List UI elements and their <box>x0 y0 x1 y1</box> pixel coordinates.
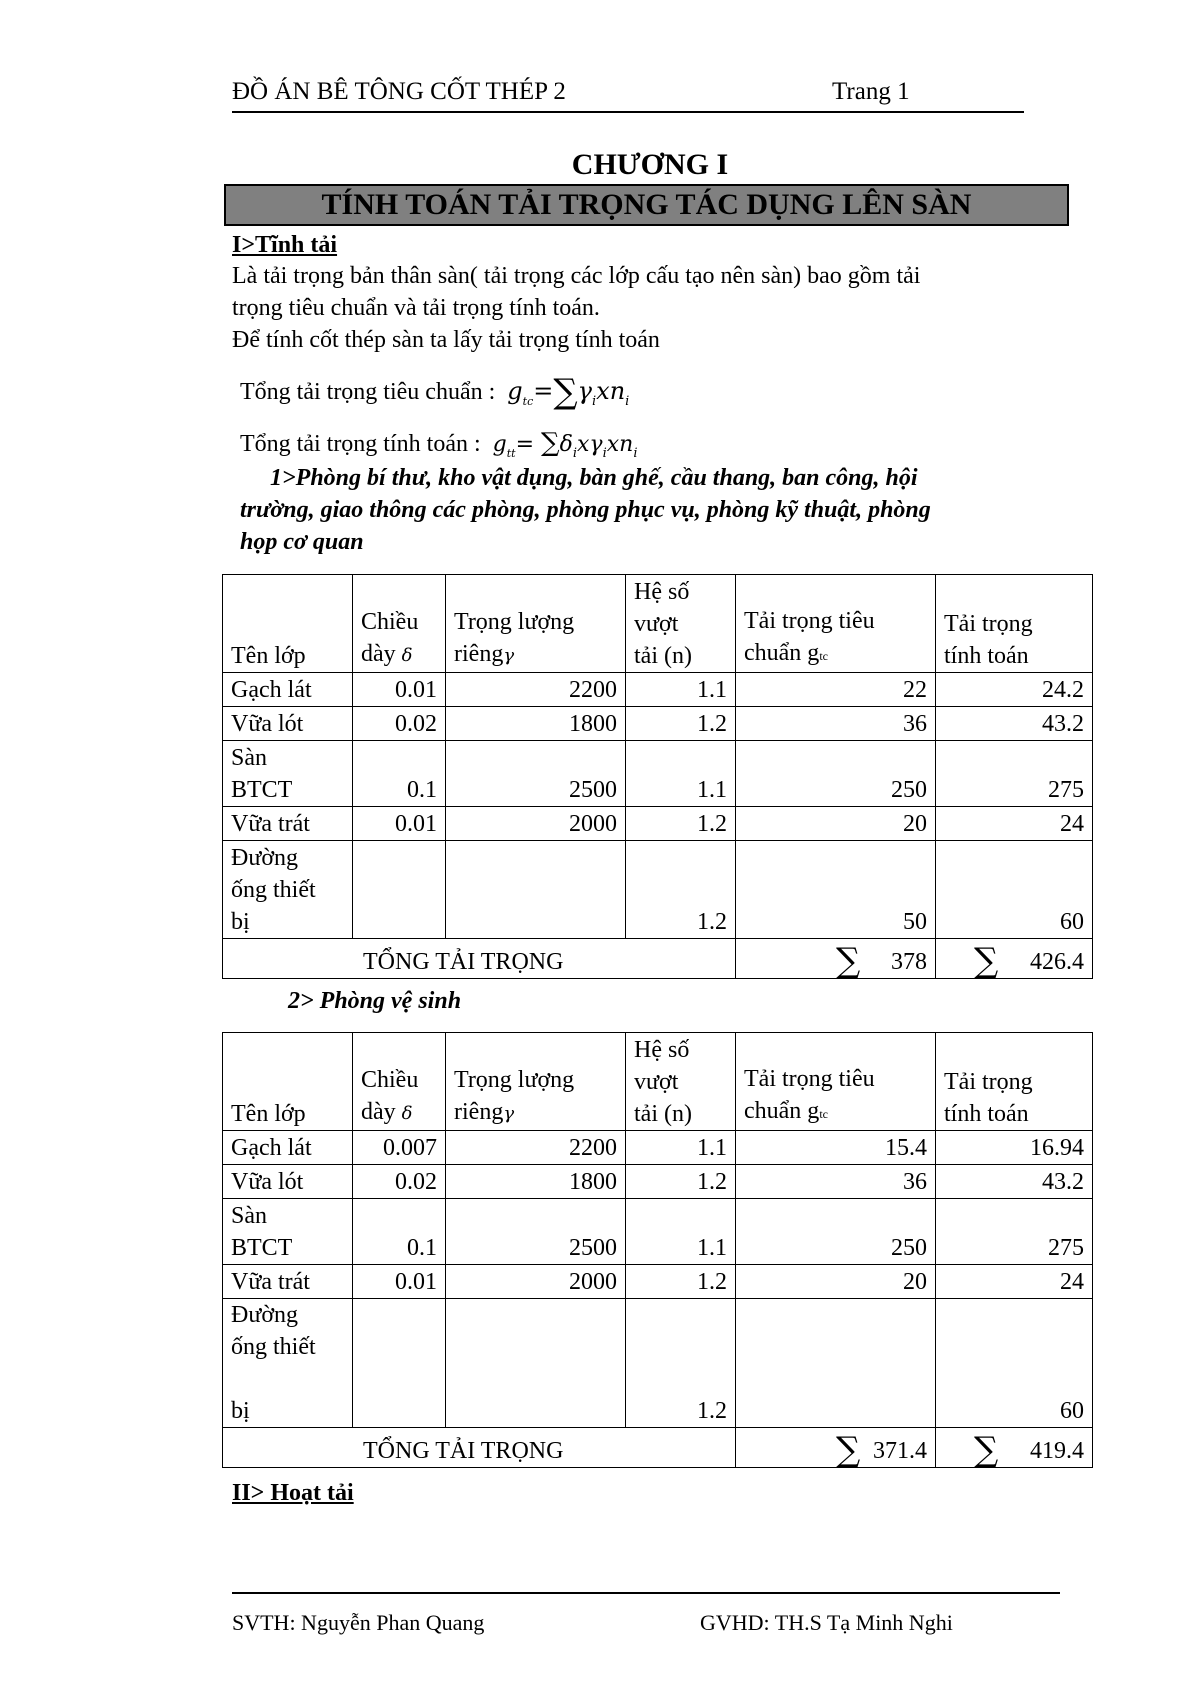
thickness-cell: 0.01 <box>353 807 446 841</box>
section-heading-live-load: II> Hoạt tải <box>232 1480 354 1506</box>
header-cell: Trọng lượng riêngγ <box>446 1033 626 1131</box>
total-design-load: ∑ 426.4 <box>936 939 1093 979</box>
design-load-cell: 24.2 <box>936 673 1093 707</box>
header-rule <box>232 111 1024 113</box>
design-load-cell: 60 <box>936 841 1093 939</box>
layer-name: Đường ống thiết bị <box>223 841 353 939</box>
unit-weight-cell: 2500 <box>446 1199 626 1265</box>
thickness-cell: 0.01 <box>353 1265 446 1299</box>
table-row <box>223 841 1093 939</box>
unit-weight-cell: 2200 <box>446 673 626 707</box>
sigma-icon: ∑ <box>836 941 861 981</box>
standard-load-cell: 36 <box>736 1165 936 1199</box>
design-load-cell: 24 <box>936 807 1093 841</box>
header-cell: Hệ số vượt tải (n) <box>626 1033 736 1131</box>
subheading-room-group-1 <box>240 462 931 558</box>
design-load-cell: 43.2 <box>936 707 1093 741</box>
formula-label: Tổng tải trọng tính toán : <box>240 431 481 457</box>
total-standard-load: ∑ 378 <box>736 939 936 979</box>
paragraph-definition <box>232 260 920 356</box>
header-cell: Tải trọng tính toán <box>936 575 1093 673</box>
table-header-row <box>223 1033 1093 1131</box>
thickness-cell: 0.1 <box>353 741 446 807</box>
design-load-cell: 275 <box>936 1199 1093 1265</box>
standard-load-cell <box>736 1299 936 1428</box>
design-load-cell: 275 <box>936 741 1093 807</box>
total-label: TỔNG TẢI TRỌNG <box>223 1428 736 1468</box>
sigma-icon: ∑ <box>974 1430 999 1470</box>
factor-cell: 1.2 <box>626 841 736 939</box>
chapter-title: CHƯƠNG I <box>571 148 729 181</box>
formula-expression: $g_{tt}= \sum\delta_ix\gamma_ixn_i$ <box>492 428 638 461</box>
paragraph-line: trọng tiêu chuẩn và tải trọng tính toán. <box>232 295 600 321</box>
header-cell: Tải trọng tính toán <box>936 1033 1093 1131</box>
factor-cell: 1.2 <box>626 707 736 741</box>
footer-advisor: GVHD: TH.S Tạ Minh Nghi <box>700 1610 953 1635</box>
design-load-cell: 16.94 <box>936 1131 1093 1165</box>
load-table-2 <box>222 1032 1093 1468</box>
table-row <box>223 1131 1093 1165</box>
delta-symbol: δ <box>401 1103 413 1124</box>
header-cell: Tên lớp <box>223 575 353 673</box>
layer-name: Sàn BTCT <box>223 741 353 807</box>
factor-cell: 1.2 <box>626 1299 736 1428</box>
standard-load-cell: 36 <box>736 707 936 741</box>
unit-weight-cell: 1800 <box>446 1165 626 1199</box>
table-row <box>223 1265 1093 1299</box>
unit-weight-cell: 2500 <box>446 741 626 807</box>
layer-name: Gạch lát <box>223 1131 353 1165</box>
paragraph-line: Là tải trọng bản thân sàn( tải trọng các lớp cấu tạo nên sàn) bao gồm tải <box>232 263 921 289</box>
thickness-cell: 0.1 <box>353 1199 446 1265</box>
layer-name: Gạch lát <box>223 673 353 707</box>
unit-weight-cell: 2000 <box>446 1265 626 1299</box>
layer-name: Vữa trát <box>223 807 353 841</box>
layer-name: Vữa trát <box>223 1265 353 1299</box>
factor-cell: 1.2 <box>626 807 736 841</box>
design-load-cell: 43.2 <box>936 1165 1093 1199</box>
subheading-toilet: 2> Phòng vệ sinh <box>288 988 462 1014</box>
thickness-cell: 0.02 <box>353 707 446 741</box>
table-row <box>223 1299 1093 1428</box>
standard-load-cell: 50 <box>736 841 936 939</box>
standard-load-cell: 20 <box>736 807 936 841</box>
header-cell: Chiều dày δ <box>353 575 446 673</box>
unit-weight-cell <box>446 1299 626 1428</box>
section-heading-static-load: I>Tĩnh tải <box>232 232 338 258</box>
subheading-line: 1>Phòng bí thư, kho vật dụng, bàn ghế, cầu thang, ban công, hội <box>270 465 918 491</box>
factor-cell: 1.2 <box>626 1165 736 1199</box>
unit-weight-cell <box>446 841 626 939</box>
layer-name: Sàn BTCT <box>223 1199 353 1265</box>
thickness-cell: 0.01 <box>353 673 446 707</box>
table-row <box>223 741 1093 807</box>
standard-load-cell: 15.4 <box>736 1131 936 1165</box>
design-load-cell: 60 <box>936 1299 1093 1428</box>
factor-cell: 1.2 <box>626 1265 736 1299</box>
total-standard-load: ∑ 371.4 <box>736 1428 936 1468</box>
header-cell: Tên lớp <box>223 1033 353 1131</box>
layer-name: Vữa lót <box>223 707 353 741</box>
paragraph-line: Để tính cốt thép sàn ta lấy tải trọng tính toán <box>232 327 660 353</box>
total-design-load: ∑ 419.4 <box>936 1428 1093 1468</box>
unit-weight-cell: 2000 <box>446 807 626 841</box>
factor-cell: 1.1 <box>626 673 736 707</box>
table-row <box>223 1199 1093 1265</box>
formula-label: Tổng tải trọng tiêu chuẩn : <box>240 379 496 405</box>
table-row <box>223 673 1093 707</box>
standard-load-cell: 20 <box>736 1265 936 1299</box>
thickness-cell <box>353 1299 446 1428</box>
table-header-row <box>223 575 1093 673</box>
layer-name: Đường ống thiết bị <box>223 1299 353 1428</box>
table-total-row <box>223 1428 1093 1468</box>
table-row <box>223 707 1093 741</box>
thickness-cell: 0.007 <box>353 1131 446 1165</box>
standard-load-cell: 22 <box>736 673 936 707</box>
sigma-icon: ∑ <box>836 1430 861 1470</box>
document-header-title: ĐỒ ÁN BÊ TÔNG CỐT THÉP 2 <box>232 78 566 105</box>
factor-cell: 1.1 <box>626 741 736 807</box>
gamma-symbol: γ <box>503 645 515 666</box>
header-cell: Tải trọng tiêu chuẩn gtc <box>736 1033 936 1131</box>
formula-expression: $g_{tc}=\sum\gamma_ixn_i$ <box>507 372 630 412</box>
header-cell: Hệ số vượt tải (n) <box>626 575 736 673</box>
load-table-1 <box>222 574 1093 979</box>
subheading-line: trường, giao thông các phòng, phòng phục vụ, phòng kỹ thuật, phòng <box>240 497 931 523</box>
standard-load-cell: 250 <box>736 1199 936 1265</box>
table-total-row <box>223 939 1093 979</box>
subheading-line: họp cơ quan <box>240 529 364 555</box>
formula-design-load <box>240 428 637 461</box>
delta-symbol: δ <box>401 645 413 666</box>
table-row <box>223 1165 1093 1199</box>
total-label: TỔNG TẢI TRỌNG <box>223 939 736 979</box>
standard-load-cell: 250 <box>736 741 936 807</box>
header-cell: Chiều dày δ <box>353 1033 446 1131</box>
table-row <box>223 807 1093 841</box>
gamma-symbol: γ <box>503 1103 515 1124</box>
page-number: Trang 1 <box>832 78 910 105</box>
unit-weight-cell: 1800 <box>446 707 626 741</box>
header-cell: Trọng lượng riêngγ <box>446 575 626 673</box>
design-load-cell: 24 <box>936 1265 1093 1299</box>
chapter-banner: TÍNH TOÁN TẢI TRỌNG TÁC DỤNG LÊN SÀN <box>224 184 1069 226</box>
footer-student: SVTH: Nguyễn Phan Quang <box>232 1610 485 1635</box>
footer-rule <box>232 1592 1060 1594</box>
formula-standard-load <box>240 372 629 412</box>
sigma-icon: ∑ <box>974 941 999 981</box>
factor-cell: 1.1 <box>626 1199 736 1265</box>
thickness-cell <box>353 841 446 939</box>
thickness-cell: 0.02 <box>353 1165 446 1199</box>
header-cell: Tải trọng tiêu chuẩn gtc <box>736 575 936 673</box>
unit-weight-cell: 2200 <box>446 1131 626 1165</box>
factor-cell: 1.1 <box>626 1131 736 1165</box>
layer-name: Vữa lót <box>223 1165 353 1199</box>
